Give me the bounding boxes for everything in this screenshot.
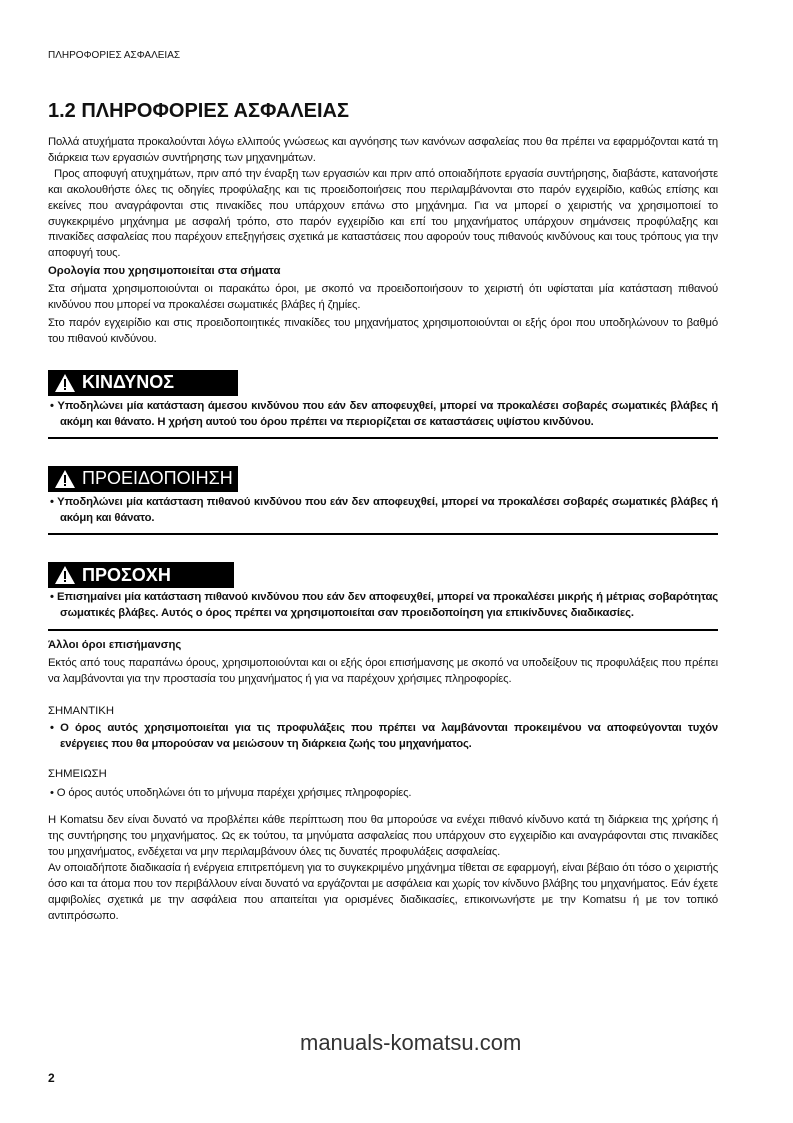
warning-text-content: Υποδηλώνει μία κατάσταση πιθανού κινδύνου που εάν δεν αποφευχθεί, μπορεί να προκαλέσει σοβαρές σωματικές βλάβες ή ακόμη και θάνατο. [57, 495, 718, 524]
warning-triangle-icon [48, 470, 82, 488]
note-section [48, 767, 718, 802]
danger-label [48, 370, 238, 396]
other-terms-paragraph: Εκτός από τους παραπάνω όρους, χρησιμοποιούνται και οι εξής όροι επισήμανσης με σκοπό να υποδείξουν τις προφυλάξεις που πρέπει να λαμβάνονται για την προστασία του μηχανήματος ή για να παρέχουν χρήσιμες πληροφορίες. [48, 657, 718, 686]
other-terms-section [48, 638, 718, 688]
note-text: • Ο όρος αυτός υποδηλώνει ότι το μήνυμα παρέχει χρήσιμες πληροφορίες. [50, 786, 412, 799]
terminology-paragraph: Στο παρόν εγχειρίδιο και στις προειδοποιητικές πινακίδες του μηχανήματος χρησιμοποιούνται οι εξής όροι που υποδηλώνουν το βαθμό του πιθανού κινδύνου. [48, 316, 718, 345]
terminology-heading: Ορολογία που χρησιμοποιείται στα σήματα [48, 265, 281, 278]
danger-text-content: Υποδηλώνει μία κατάσταση άμεσου κινδύνου που εάν δεν αποφευχθεί, μπορεί να προκαλέσει σοβαρές σωματικές βλάβες ή ακόμη και θάνατο. Η χρήση αυτού του όρου πρέπει να περιορίζεται σε καταστάσεις υψίστου κινδύνου. [57, 399, 718, 428]
page-body [48, 135, 718, 925]
other-terms-heading: Άλλοι όροι επισήμανσης [48, 639, 182, 652]
note-heading: ΣΗΜΕΙΩΣΗ [48, 767, 107, 780]
intro-section [48, 135, 718, 262]
caution-label [48, 562, 234, 588]
page-number: 2 [48, 1071, 55, 1085]
note-text-content: Ο όρος αυτός υποδηλώνει ότι το μήνυμα παρέχει χρήσιμες πληροφορίες. [56, 786, 412, 799]
danger-label-text: ΚΙΝΔΥΝΟΣ [82, 372, 175, 393]
closing-section [48, 813, 718, 924]
important-heading: ΣΗΜΑΝΤΙΚΗ [48, 704, 114, 717]
danger-body [48, 399, 718, 431]
warning-triangle-icon [48, 566, 82, 584]
watermark: manuals-komatsu.com [300, 1030, 522, 1055]
closing-paragraph: Η Komatsu δεν είναι δυνατό να προβλέπει κάθε περίπτωση που θα μπορούσε να ενέχει πιθανό κίνδυνο κατά τη διάρκεια της χρήσης ή της συντήρησης του μηχανήματος. Ως εκ τούτου, τα μηνύματα ασφαλείας που υπάρχουν στο εγχειρίδιο και αναγράφονται στις πινακίδες του μηχανήματος, ενδέχεται να μην περιλαμβάνουν όλες τις δυνατές προφυλάξεις ασφαλείας. [48, 814, 718, 859]
warning-label [48, 466, 238, 492]
danger-text: • Υποδηλώνει μία κατάσταση άμεσου κινδύνου που εάν δεν αποφευχθεί, μπορεί να προκαλέσει σοβαρές σωματικές βλάβες ή ακόμη και θάνατο. Η χρήση αυτού του όρου πρέπει να περιορίζεται σε καταστάσεις υψίστου κινδύνου. [50, 399, 718, 428]
warning-text: • Υποδηλώνει μία κατάσταση πιθανού κινδύνου που εάν δεν αποφευχθεί, μπορεί να προκαλέσει σοβαρές σωματικές βλάβες ή ακόμη και θάνατο. [50, 495, 718, 524]
intro-paragraph: Προς αποφυγή ατυχημάτων, πριν από την έναρξη των εργασιών και πριν από οποιαδήποτε εργασία συντήρησης, διαβάστε, κατανοήστε και ακολουθήστε όλες τις οδηγίες προφύλαξης και τις προειδοποιήσεις που περιλαμβάνονται στο παρόν εγχειρίδιο, καθώς επίσης και εκείνες που αναγράφονται στις πινακίδες που υπάρχουν επάνω στο μηχάνημα. Για να μπορεί ο χειριστής να χρησιμοποιεί το συγκεκριμένο μηχάνημα με ασφαλή τρόπο, στο παρόν εγχειρίδιο και επί του μηχανήματος υπάρχουν σημάνσεις προφύλαξης και πινακίδες ασφαλείας που παρέχουν επεξηγήσεις σχετικά με καταστάσεις που αφορούν τους πιθανούς κινδύνους και τους τρόπους για την αποφυγή τους. [48, 167, 718, 260]
closing-paragraph: Αν οποιαδήποτε διαδικασία ή ενέργεια επιτρεπόμενη για το συγκεκριμένο μηχάνημα τίθεται σε εφαρμογή, είναι βέβαιο ότι τόσο ο χειριστής όσο και τα άτομα που τον περιβάλλουν είναι δυνατό να εργάζονται με ασφάλεια και χωρίς τον κίνδυνο βλάβης του μηχανήματος. Εάν έχετε αμφιβολίες σχετικά με την ασφάλεια που απαιτείται για ορισμένες διαδικασίες, επικοινωνήστε με την Komatsu ή με τον τοπικό αντιπρόσωπο. [48, 862, 718, 922]
caution-text-content: Επισημαίνει μία κατάσταση πιθανού κινδύνου που εάν δεν αποφευχθεί, μπορεί να προκαλέσει μικρής ή μέτριας σοβαρότητας σωματικές βλάβες. Αυτός ο όρος πρέπει να χρησιμοποιείται σαν προειδοποίηση για επικίνδυνες διαδικασίες. [56, 591, 718, 620]
section-title: 1.2 ΠΛΗΡΟΦΟΡΙΕΣ ΑΣΦΑΛΕΙΑΣ [48, 100, 349, 122]
important-text: • Ο όρος αυτός χρησιμοποιείται για τις προφυλάξεις που πρέπει να λαμβάνονται προκειμένου να αποφεύγονται τυχόν ενέργειες που θα μπορούσαν να μειώσουν τη διάρκεια ζωής του μηχανήματος. [50, 721, 719, 750]
caution-text: • Επισημαίνει μία κατάσταση πιθανού κινδύνου που εάν δεν αποφευχθεί, μπορεί να προκαλέσει μικρής ή μέτριας σοβαρότητας σωματικές βλάβες. Αυτός ο όρος πρέπει να χρησιμοποιείται σαν προειδοποίηση για επικίνδυνες διαδικασίες. [50, 591, 718, 620]
warning-label-text: ΠΡΟΕΙΔΟΠΟΙΗΣΗ [82, 468, 233, 489]
terminology-section [48, 264, 718, 348]
intro-paragraph: Πολλά ατυχήματα προκαλούνται λόγω ελλιπούς γνώσεως και αγνόησης των κανόνων ασφαλείας που θα πρέπει να εφαρμόζονται κατά τη διάρκεια των εργασιών συντήρησης των μηχανημάτων. [48, 136, 718, 164]
important-text-content: Ο όρος αυτός χρησιμοποιείται για τις προφυλάξεις που πρέπει να λαμβάνονται προκειμένου να αποφεύγονται τυχόν ενέργειες που θα μπορούσαν να μειώσουν τη διάρκεια ζωής του μηχανήματος. [60, 721, 719, 750]
terminology-paragraph: Στα σήματα χρησιμοποιούνται οι παρακάτω όροι, με σκοπό να προειδοποιήσουν το χειριστή ότι υφίσταται μία κατάσταση πιθανού κινδύνου που μπορεί να προκαλέσει σωματικές βλάβες ή ζημίες. [48, 283, 718, 312]
caution-body [48, 590, 718, 622]
divider [48, 533, 718, 535]
warning-triangle-icon [48, 374, 82, 392]
caution-label-text: ΠΡΟΣΟΧΗ [82, 564, 171, 585]
running-header: ΠΛΗΡΟΦΟΡΙΕΣ ΑΣΦΑΛΕΙΑΣ [48, 50, 181, 61]
important-section [48, 704, 718, 753]
divider [48, 629, 718, 631]
divider [48, 437, 718, 439]
warning-body [48, 495, 718, 527]
